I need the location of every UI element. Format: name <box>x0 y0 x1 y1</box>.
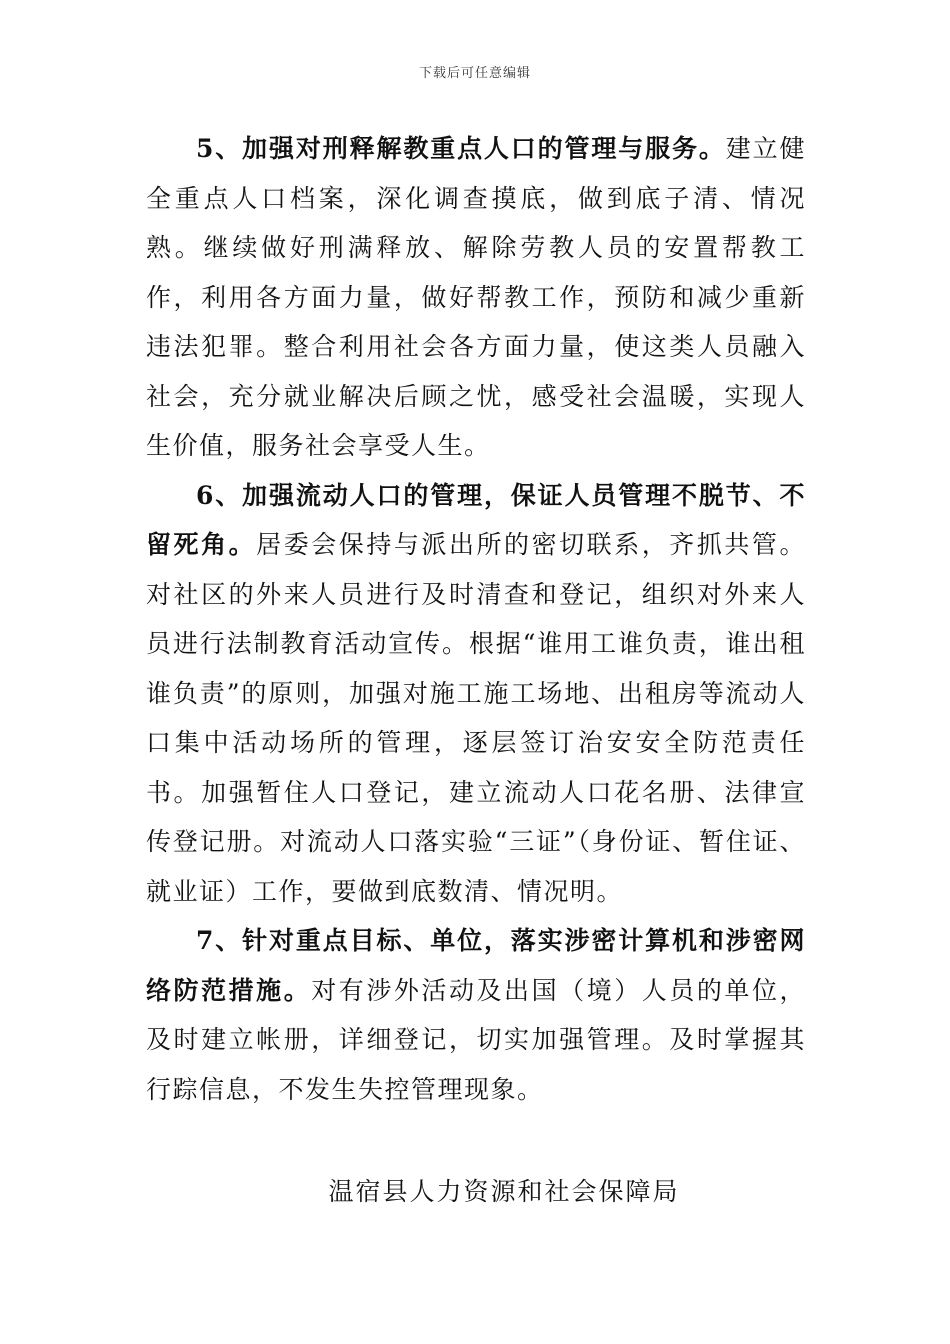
paragraph-5 <box>146 124 806 471</box>
document-body <box>146 124 806 1114</box>
paragraph-5-heading: 5、加强对刑释解教重点人口的管理与服务。 <box>196 134 726 163</box>
paragraph-6-text: 居委会保持与派出所的密切联系，齐抓共管。对社区的外来人员进行及时清查和登记，组织对外来人员进行法制教育活动宣传。根据“谁用工谁负责，谁出租谁负责”的原则，加强对施工施工场地、出租房等流动人口集中活动场所的管理，逐层签订治安安全防范责任书。加强暂住人口登记，建立流动人口花名册、法律宣传登记册。对流动人口落实验“三证”（身份证、暂住证、就业证）工作，要做到底数清、情况明。 <box>146 530 806 906</box>
paragraph-7-text: 对有涉外活动及出国（境）人员的单位，及时建立帐册，详细登记，切实加强管理。及时掌握其行踪信息，不发生失控管理现象。 <box>146 975 806 1104</box>
paragraph-5-text: 建立健全重点人口档案，深化调查摸底，做到底子清、情况熟。继续做好刑满释放、解除劳教人员的安置帮教工作，利用各方面力量，做好帮教工作，预防和减少重新违法犯罪。整合利用社会各方面力量，使这类人员融入社会，充分就业解决后顾之忧，感受社会温暖，实现人生价值，服务社会享受人生。 <box>146 134 806 460</box>
paragraph-7 <box>146 916 806 1114</box>
page-header-note: 下载后可任意编辑 <box>418 66 531 81</box>
paragraph-6 <box>146 471 806 917</box>
issuing-organization: 温宿县人力资源和社会保障局 <box>328 1177 680 1206</box>
paragraph-7-heading: 7、针对重点目标、单位，落实涉密计算机和涉密网络防范措施。 <box>146 926 806 1005</box>
paragraph-6-heading: 6、加强流动人口的管理，保证人员管理不脱节、不留死角。 <box>146 480 806 559</box>
